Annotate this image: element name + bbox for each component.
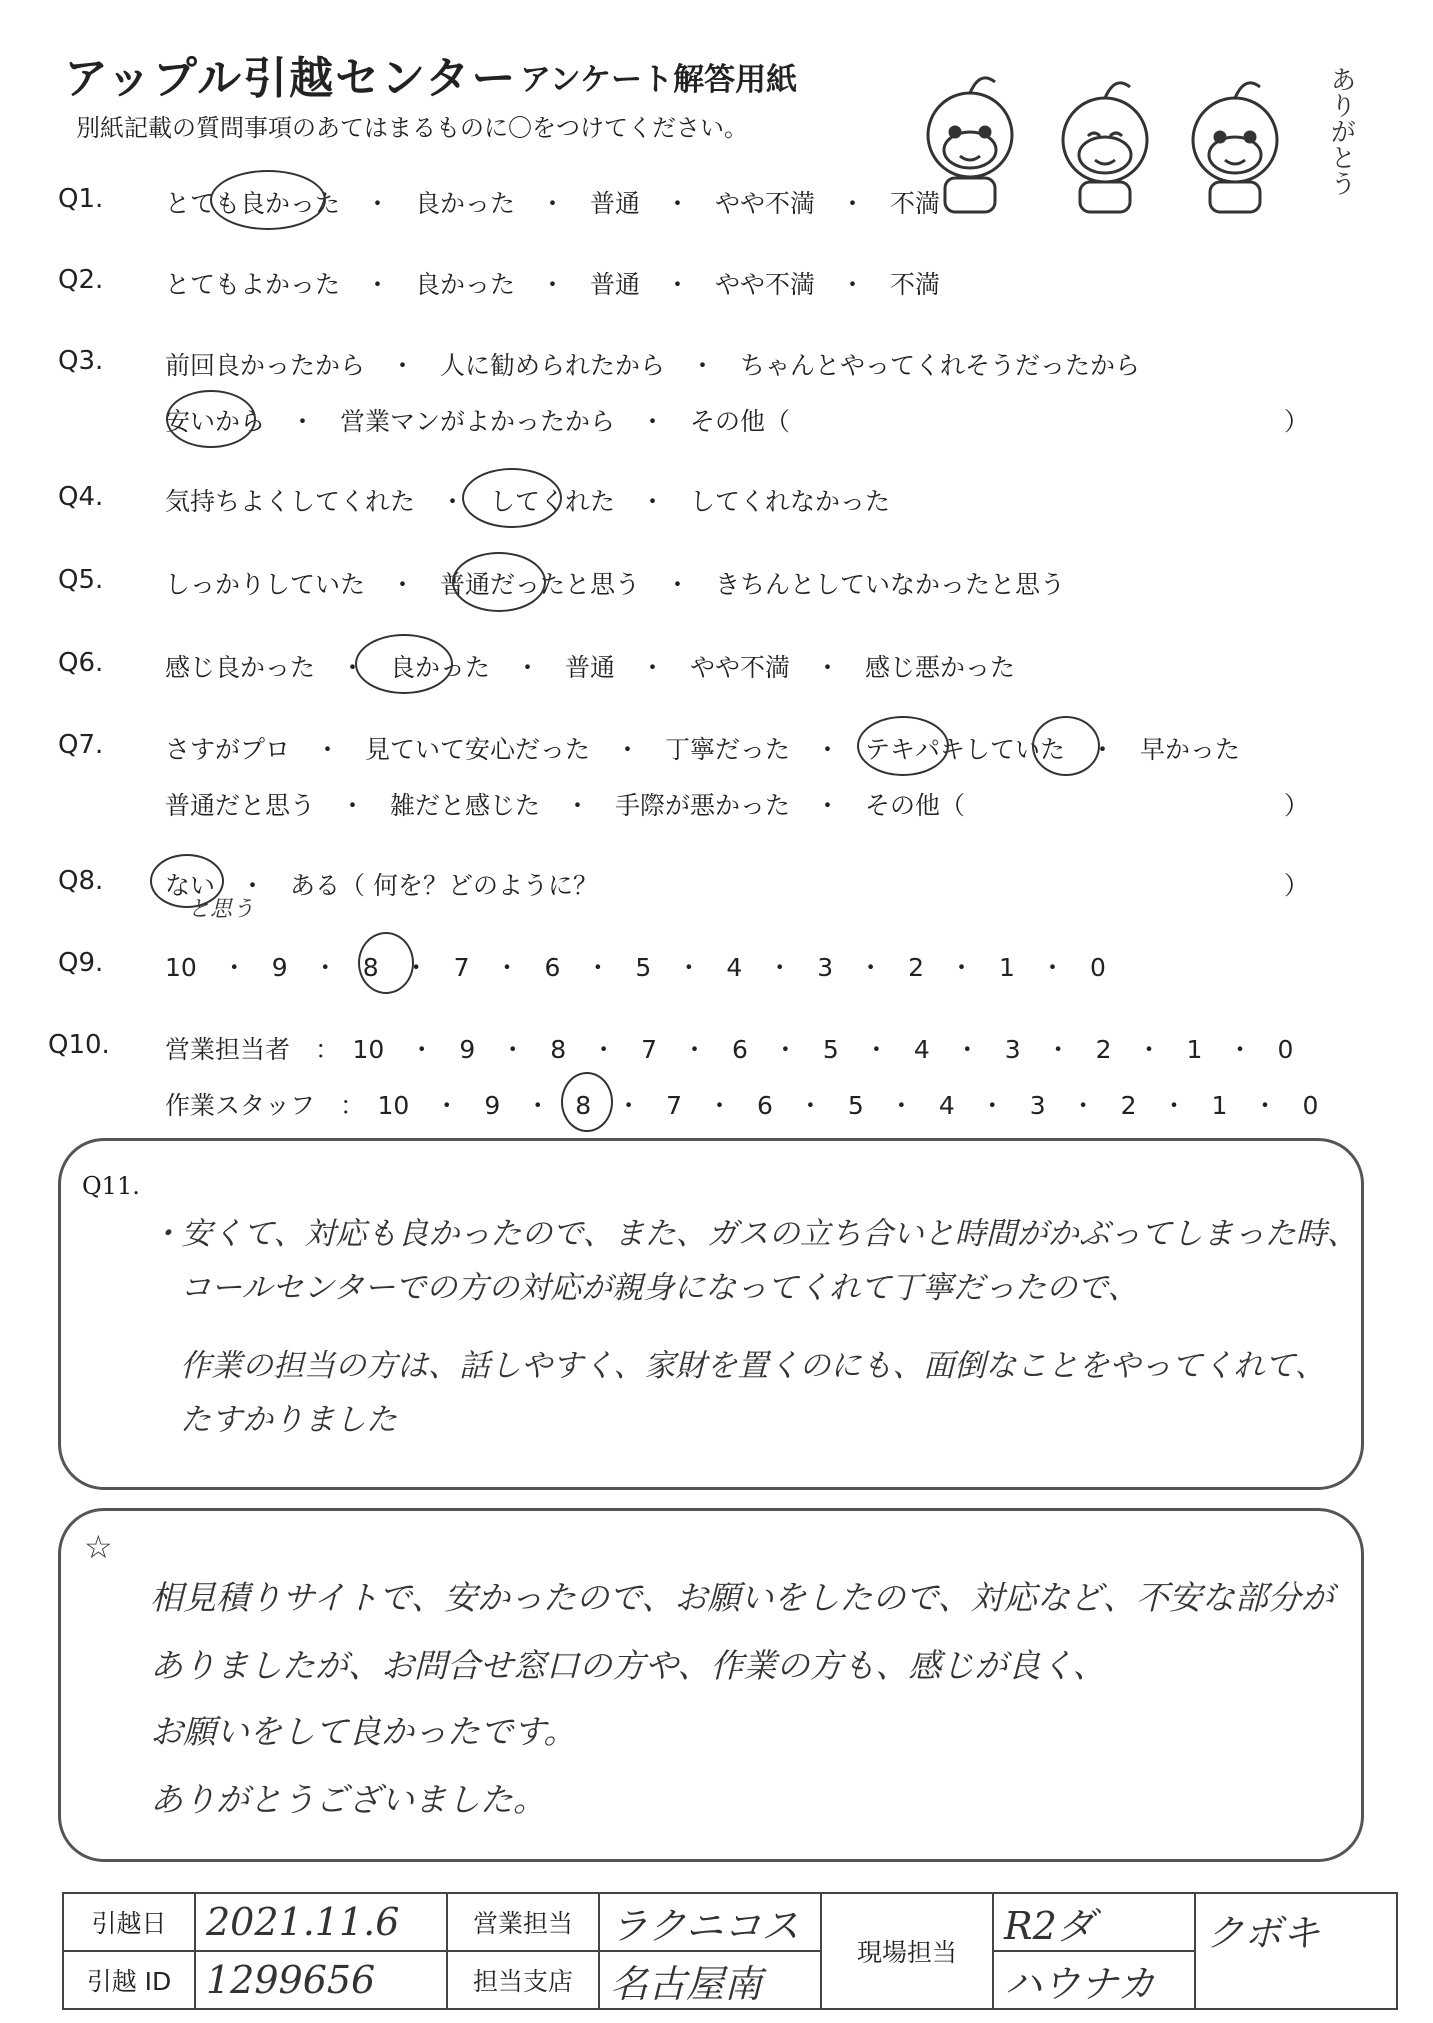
star-line-4: ありがとうございました。 [150,1780,546,1819]
q8-label: Q8. [58,866,104,896]
star-line-1: 相見積りサイトで、安かったので、お願いをしたので、対応など、不安な部分が [150,1578,1334,1617]
q1-label: Q1. [58,184,104,214]
q7-selection-circle-1 [857,716,949,776]
q9-label: Q9. [58,948,104,978]
q10-staff-selection-circle [561,1072,613,1132]
thanks-text: ありがとう [1326,66,1356,196]
sales-rep-value: ラクニコス [599,1893,821,1951]
move-info-table [62,1892,1398,2010]
q8-paren-close: ） [1284,871,1310,900]
q8-handwritten-note: と思う [188,897,255,922]
branch-label: 担当支店 [447,1951,599,2009]
q10-staff-options: 作業スタッフ ： 10 ・ 9 ・ 8 ・ 7 ・ 6 ・ 5 ・ 4 ・ 3 ・ 2 ・ 1 ・ 0 [165,1091,1319,1120]
branch-value: 名古屋南 [599,1951,821,2009]
q7-paren-close: ） [1284,791,1310,820]
q7-options-line2: 普通だと思う ・ 雑だと感じた ・ 手際が悪かった ・ その他（ [165,791,966,820]
q5-label: Q5. [58,565,104,595]
q7-selection-circle-2 [1032,716,1100,776]
site-staff-label: 現場担当 [821,1893,993,2009]
star-line-3: お願いをして良かったです。 [150,1712,577,1751]
move-date-label: 引越日 [63,1893,195,1951]
q4-options: 気持ちよくしてくれた ・ してくれた ・ してくれなかった [165,487,891,516]
move-id-label: 引越 ID [63,1951,195,2009]
q9-selection-circle [358,932,414,994]
q8-options: ない ・ ある（ 何を？どのように？ [165,871,598,900]
q10-sales-options: 営業担当者 ： 10 ・ 9 ・ 8 ・ 7 ・ 6 ・ 5 ・ 4 ・ 3 ・ 2 ・ 1 ・ 0 [165,1035,1294,1064]
q11-line-4: たすかりました [180,1402,397,1438]
site-staff-3: クボキ [1195,1893,1397,2009]
q10-label: Q10. [48,1030,110,1060]
q5-options: しっかりしていた ・ 普通だったと思う ・ きちんとしていなかったと思う [165,570,1066,599]
q6-label: Q6. [58,648,104,678]
q9-options: 10 ・ 9 ・ 8 ・ 7 ・ 6 ・ 5 ・ 4 ・ 3 ・ 2 ・ 1 ・ 0 [165,953,1106,982]
q2-options: とてもよかった ・ 良かった ・ 普通 ・ やや不満 ・ 不満 [165,270,941,299]
q11-line-3: 作業の担当の方は、話しやすく、家財を置くのにも、面倒なことをやってくれて、 [180,1348,1326,1384]
move-date-value: 2021.11.6 [195,1893,447,1951]
q4-selection-circle [462,468,562,528]
sales-rep-label: 営業担当 [447,1893,599,1951]
form-title: アンケート解答用紙 [520,62,798,98]
q1-options: とても良かった ・ 良かった ・ 普通 ・ やや不満 ・ 不満 [165,189,941,218]
q3-label: Q3. [58,346,104,376]
q3-selection-circle [166,390,256,448]
site-staff-2: ハウナカ [993,1951,1195,2009]
q11-line-1: ・安くて、対応も良かったので、また、ガスの立ち合いと時間がかぶってしまった時、 [150,1216,1358,1252]
q7-options-line1: さすがプロ ・ 見ていて安心だった ・ 丁寧だった ・ テキパキしていた ・ 早かった [165,735,1241,764]
q2-label: Q2. [58,265,104,295]
move-id-value: 1299656 [195,1951,447,2009]
q3-options-line2: 安いから ・ 営業マンがよかったから ・ その他（ [165,407,791,436]
q5-selection-circle [452,552,546,612]
q1-selection-circle [210,170,326,230]
q11-label: Q11. [82,1172,140,1200]
q4-label: Q4. [58,482,104,512]
q6-selection-circle [355,634,453,694]
star-line-2: ありましたが、お問合せ窓口の方や、作業の方も、感じが良く、 [150,1646,1106,1685]
instruction-text: 別紙記載の質問事項のあてはまるものに〇をつけてください。 [76,114,748,142]
q6-options: 感じ良かった ・ 良かった ・ 普通 ・ やや不満 ・ 感じ悪かった [165,653,1016,682]
q3-options-line1: 前回良かったから ・ 人に勧められたから ・ ちゃんとやってくれそうだったから [165,351,1141,380]
q3-paren-close: ） [1284,407,1310,436]
site-staff-1: R2ダ [993,1893,1195,1951]
star-icon: ☆ [84,1528,113,1566]
q11-line-2: コールセンターでの方の対応が親身になってくれて丁寧だったので、 [180,1270,1139,1306]
company-name: アップル引越センター [64,53,518,104]
q7-label: Q7. [58,730,104,760]
mascot-illustration [900,60,1360,220]
